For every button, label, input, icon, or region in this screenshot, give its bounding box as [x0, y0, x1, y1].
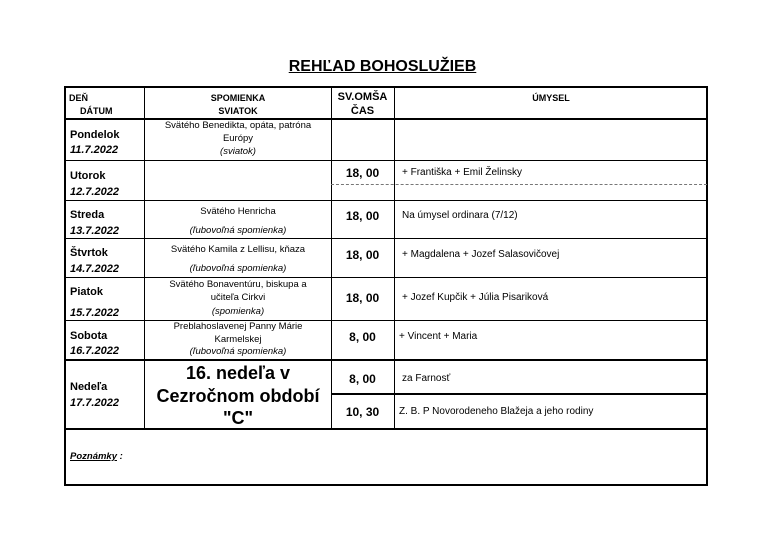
date-label: 13.7.2022	[70, 225, 119, 237]
memorial-type: (ľubovoľná spomienka)	[189, 263, 287, 274]
sunday-title-line: Cezročnom období	[156, 386, 320, 406]
sunday-title-line: "C"	[222, 408, 254, 428]
row-line-4	[65, 277, 707, 278]
intention-text: + Jozef Kupčik + Júlia Pisariková	[402, 292, 549, 303]
date-label: 16.7.2022	[70, 345, 119, 357]
header-datum: DÁTUM	[80, 106, 113, 116]
date-label: 12.7.2022	[70, 186, 119, 198]
header-den: DEŇ	[69, 93, 89, 103]
memorial-type: (ľubovoľná spomienka)	[189, 346, 287, 357]
memorial-line: Preblahoslavenej Panny Márie	[173, 321, 303, 332]
date-label: 14.7.2022	[70, 263, 119, 275]
intention-text: za Farnosť	[402, 373, 451, 384]
day-label: Pondelok	[70, 129, 120, 141]
day-label: Utorok	[70, 170, 106, 182]
day-label: Nedeľa	[70, 381, 108, 393]
day-label: Streda	[70, 209, 105, 221]
row-line-6	[65, 359, 707, 361]
mass-time: 8, 00	[349, 330, 376, 344]
mass-time: 18, 00	[345, 209, 380, 223]
intention-text: + Vincent + Maria	[399, 331, 478, 342]
header-spomienka: SPOMIENKA	[210, 93, 266, 103]
header-omsa: SV.OMŠA	[337, 91, 388, 103]
day-label: Piatok	[70, 286, 104, 298]
memorial-line: Karmelskej	[214, 334, 262, 345]
mass-time: 8, 00	[349, 372, 376, 386]
intention-text: + Magdalena + Jozef Salasovičovej	[402, 249, 560, 260]
memorial-line: Svätého Henricha	[200, 206, 276, 217]
intention-text-second: Z. B. P Novorodeneho Blažeja a jeho rodiny	[399, 406, 594, 417]
memorial-line: Európy	[222, 133, 254, 144]
date-label: 15.7.2022	[70, 307, 119, 319]
memorial-type: (ľubovoľná spomienka)	[189, 225, 287, 236]
row-line-2	[65, 200, 707, 201]
notes-label	[70, 451, 123, 462]
day-label: Sobota	[70, 330, 108, 342]
memorial-line: učiteľa Cirkvi	[210, 292, 266, 303]
memorial-type: (sviatok)	[220, 146, 256, 157]
memorial-line: Svätého Bonaventúru, biskupa a	[169, 279, 307, 290]
notes-label-suffix: :	[117, 451, 123, 462]
row-line-3	[65, 238, 707, 239]
mass-time-second: 10, 30	[345, 405, 380, 419]
date-label: 17.7.2022	[70, 397, 119, 409]
header-cas: ČAS	[350, 105, 375, 117]
memorial-line: Svätého Kamila z Lellisu, kňaza	[170, 244, 306, 255]
header-sviatok: SVIATOK	[218, 106, 258, 116]
page-title: REHĽAD BOHOSLUŽIEB	[288, 58, 477, 75]
row-line-1	[65, 160, 707, 161]
mass-time: 18, 00	[345, 166, 380, 180]
sunday-split-line	[331, 393, 707, 395]
dash-utorok	[331, 184, 707, 185]
day-label: Štvrtok	[70, 247, 108, 259]
intention-text: Na úmysel ordinara (7/12)	[402, 210, 518, 221]
sunday-title-line: 16. nedeľa v	[186, 363, 290, 383]
mass-time: 18, 00	[345, 248, 380, 262]
date-label: 11.7.2022	[70, 144, 119, 156]
intention-text: + Františka + Emil Želinsky	[402, 167, 523, 178]
memorial-line: Svätého Benedikta, opáta, patróna	[164, 120, 312, 131]
header-umysel: ÚMYSEL	[532, 93, 570, 103]
mass-time: 18, 00	[345, 291, 380, 305]
memorial-type: (spomienka)	[211, 306, 265, 317]
col-divider-3	[394, 87, 395, 429]
notes-label-text: Poznámky	[70, 451, 117, 462]
